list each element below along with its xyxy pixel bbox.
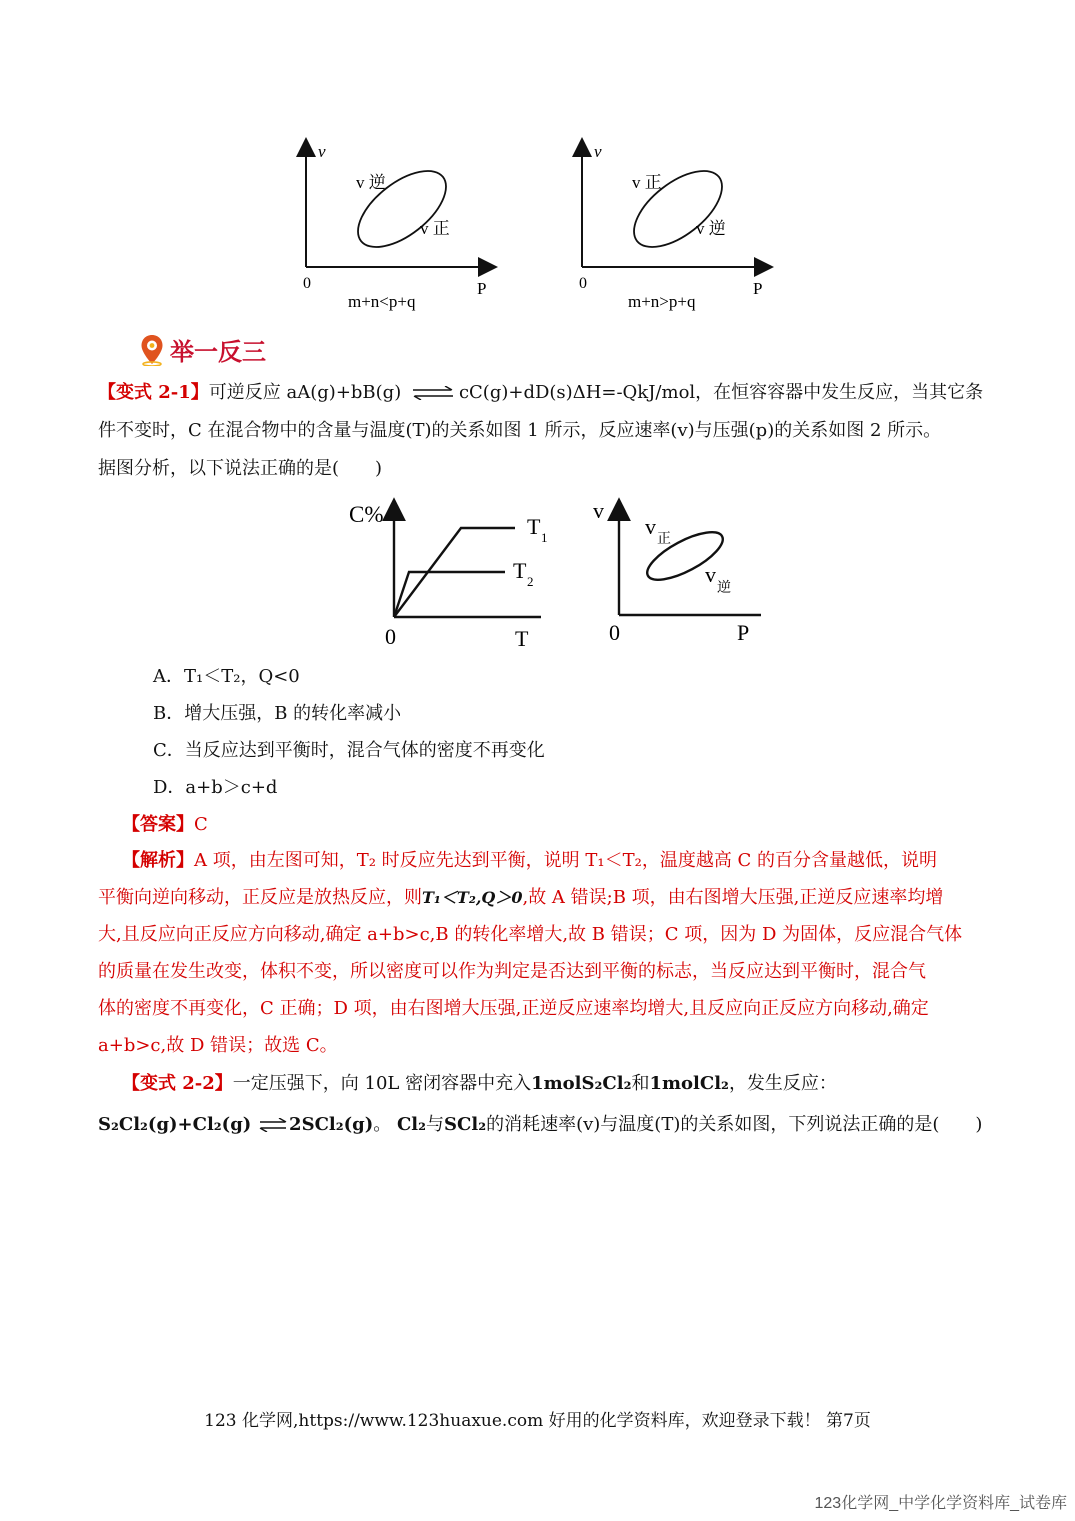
equilibrium-arrow-icon (411, 386, 455, 400)
analysis-tag: 【解析】 (122, 850, 194, 871)
analysis-line4: 的质量在发生改变，体积不变，所以密度可以作为判定是否达到平衡的标志，当反应达到平衡时，混合气 (98, 961, 926, 982)
reaction-reactants: S₂Cl₂(g)+Cl₂(g) (98, 1114, 252, 1135)
q21-tag: 【变式 2-1】 (98, 382, 209, 403)
option-a: A．T₁＜T₂，Q<0 (153, 666, 300, 687)
watermark: 123化学网_中学化学资料库_试卷库 (814, 1495, 1067, 1512)
q21-line3: 据图分析，以下说法正确的是( ) (98, 458, 383, 479)
figure-1-cpct-vs-t (345, 494, 570, 654)
answer-line (122, 813, 208, 837)
curve-label-upper: v 逆 (356, 173, 386, 192)
x-axis-label: P (477, 279, 487, 298)
q22-line2 (98, 1113, 982, 1137)
graph-caption: m+n<p+q (348, 292, 416, 311)
analysis-text: 平衡向逆向移动，正反应是放热反应，则 (98, 887, 422, 908)
figure-2-v-vs-p (585, 494, 770, 654)
curve-label-lower: v 正 (420, 219, 450, 238)
t1-subscript: 1 (541, 530, 548, 545)
y-axis-label: C% (349, 502, 384, 527)
page-footer: 123 化学网,https://www.123huaxue.com 好用的化学资料库，欢迎登录下载！ 第7页 (204, 1411, 871, 1431)
v-zheng-subscript: 正 (657, 532, 671, 547)
v-zheng-label: v (645, 514, 656, 539)
origin-label: 0 (609, 620, 620, 645)
q22-text: 一定压强下，向 10L 密闭容器中充入 (232, 1073, 532, 1094)
q21-line1 (98, 381, 983, 405)
origin-label: 0 (385, 624, 396, 649)
origin-label: 0 (303, 275, 311, 292)
option-b: B．增大压强，B 的转化率减小 (153, 703, 402, 724)
option-d: D．a+b＞c+d (153, 777, 278, 798)
q22-text: 。 (373, 1114, 392, 1135)
q21-line2: 件不变时，C 在混合物中的含量与温度(T)的关系如图 1 所示，反应速率(v)与压强(p)的关系如图 2 所示。 (98, 420, 942, 441)
option-c: C．当反应达到平衡时，混合气体的密度不再变化 (153, 740, 545, 761)
analysis-line2 (98, 886, 943, 910)
t2-subscript: 2 (527, 574, 534, 589)
analysis-line6: a+b>c,故 D 错误；故选 C。 (98, 1035, 338, 1056)
formula-scl2: SCl₂ (444, 1114, 487, 1135)
section-title (140, 332, 266, 367)
t1-label: T (527, 514, 541, 539)
analysis-text: A 项，由左图可知，T₂ 时反应先达到平衡，说明 T₁＜T₂，温度越高 C 的百分含量越低，说明 (194, 850, 938, 871)
q22-line1 (122, 1072, 837, 1096)
q22-text: 和 (631, 1073, 650, 1094)
q21-text: 可逆反应 aA(g)+bB(g) (208, 382, 402, 403)
q22-text: 与 (426, 1114, 445, 1135)
q22-text: 的消耗速率(v)与温度(T)的关系如图，下列说法正确的是( ) (486, 1114, 983, 1135)
y-axis-label: v (593, 498, 604, 523)
v-ni-subscript: 逆 (717, 581, 731, 596)
x-axis-label: P (753, 279, 763, 298)
q21-text: cC(g)+dD(s)ΔH=-QkJ/mol，在恒容容器中发生反应，当其它条 (458, 382, 984, 403)
answer-value: C (194, 814, 208, 835)
reaction-products: 2SCl₂(g) (289, 1114, 374, 1135)
analysis-line1 (122, 849, 937, 873)
equilibrium-arrow-icon (259, 1118, 287, 1132)
curve-label-lower: v 逆 (696, 219, 726, 238)
analysis-line3: 大,且反应向正反应方向移动,确定 a+b>c,B 的转化率增大,故 B 错误；C 项，因为 D 为固体，反应混合气体 (98, 924, 963, 945)
answer-tag: 【答案】 (122, 814, 194, 835)
q22-tag: 【变式 2-2】 (122, 1073, 233, 1094)
formula-s2cl2: 1molS₂Cl₂ (531, 1073, 632, 1094)
x-axis-label: T (515, 626, 529, 651)
analysis-line5: 体的密度不再变化，C 正确；D 项，由右图增大压强,正逆反应速率均增大,且反应向正反应方向移动,确定 (98, 998, 929, 1019)
section-title-text: 举一反三 (170, 338, 266, 366)
formula-cl2: Cl₂ (396, 1114, 427, 1135)
top-right-graph (566, 135, 786, 315)
x-axis-label: P (737, 620, 750, 645)
v-ni-label: v (705, 562, 716, 587)
y-axis-label: v (594, 142, 602, 161)
graph-caption: m+n>p+q (628, 292, 696, 311)
top-left-graph (290, 135, 510, 315)
curve-label-upper: v 正 (632, 173, 662, 192)
t2-label: T (513, 558, 527, 583)
y-axis-label: v (318, 142, 326, 161)
analysis-text: ,故 A 错误;B 项，由右图增大压强,正逆反应速率均增 (522, 887, 944, 908)
formula-cl2: 1molCl₂ (649, 1073, 729, 1094)
analysis-formula: T₁＜T₂,Q＞0 (422, 888, 523, 907)
map-pin-icon (140, 334, 164, 366)
q22-text: ，发生反应： (728, 1073, 837, 1094)
origin-label: 0 (579, 275, 587, 292)
